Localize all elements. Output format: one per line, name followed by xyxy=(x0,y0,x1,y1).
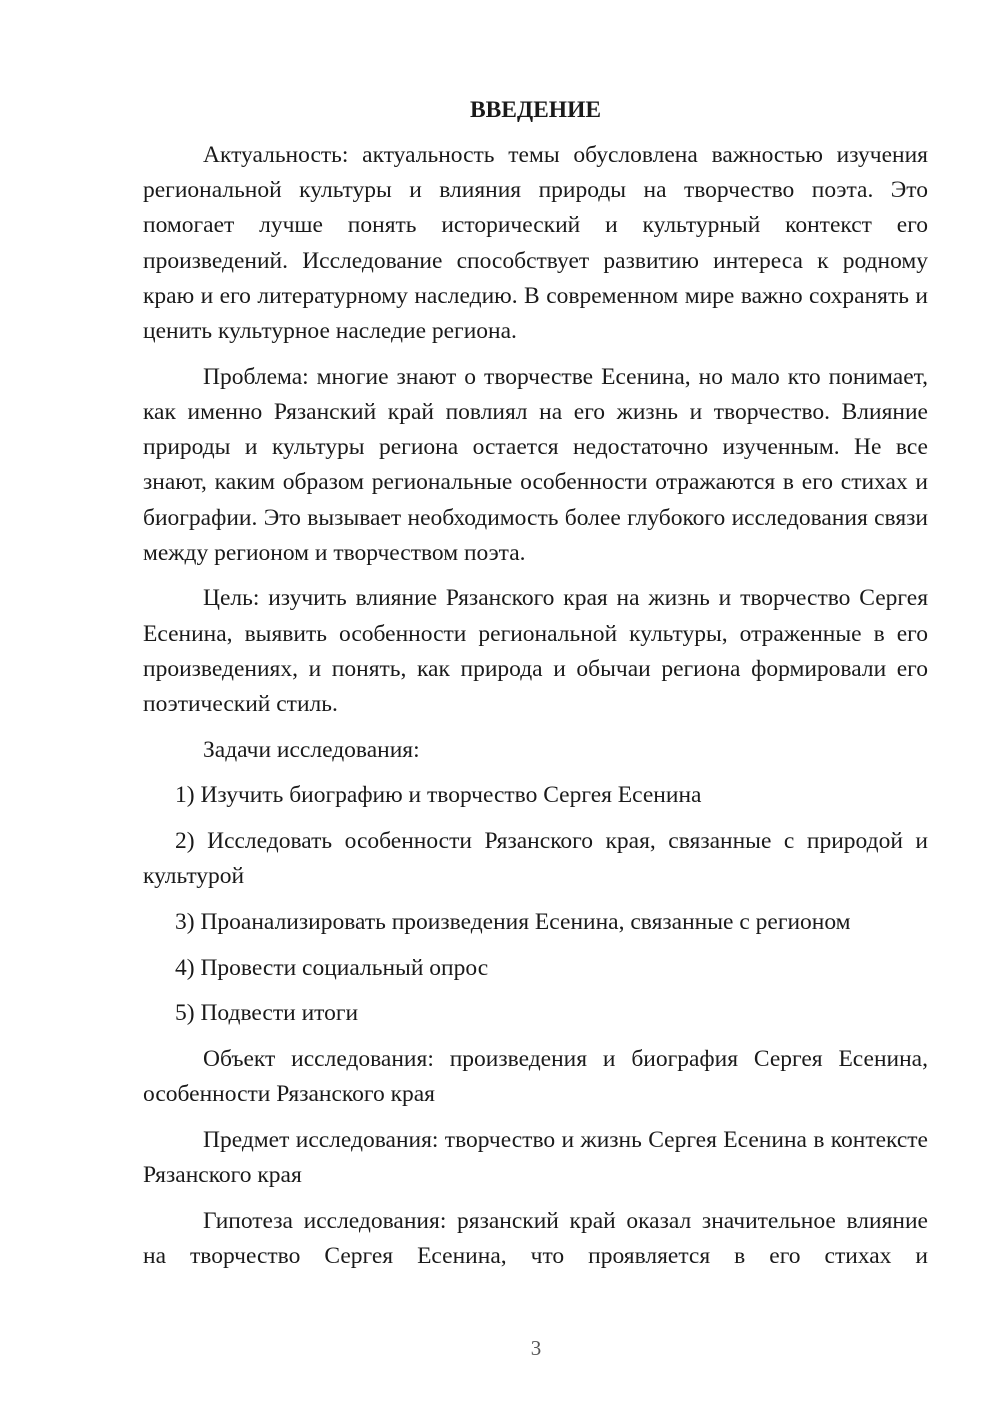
task-item-4: 4) Провести социальный опрос xyxy=(175,954,489,981)
paragraph-problem: Проблема: многие знают о творчестве Есенина, но мало кто понимает, как именно Рязанский край повлиял на его жизнь и творчество. Влияние природы и культуры региона остается недостаточно изученным. Не все знают, каким образом региональные особенности отражаются в его стихах и биографии. Это вызывает необходимость более глубокого исследования связи между регионом и творчеством поэта. xyxy=(143,363,928,566)
task-item-5: 5) Подвести итоги xyxy=(175,1000,359,1027)
section-title: ВВЕДЕНИЕ xyxy=(469,97,602,123)
document-page xyxy=(143,92,928,1285)
paragraph-subject: Предмет исследования: творчество и жизнь Сергея Есенина в контексте Рязанского края xyxy=(143,1127,928,1189)
paragraph-goal: Цель: изучить влияние Рязанского края на жизнь и творчество Сергея Есенина, выявить особенности региональной культуры, отраженные в его произведениях, и понять, как природа и обычаи региона формировали его поэтический стиль. xyxy=(143,585,928,718)
task-item-1: 1) Изучить биографию и творчество Сергея Есенина xyxy=(175,782,702,809)
paragraph-relevance: Актуальность: актуальность темы обусловлена важностью изучения региональной культуры и влияния природы на творчество поэта. Это помогает лучше понять исторический и культурный контекст его произведений. Исследование способствует развитию интереса к родному краю и его литературному наследию. В современном мире важно сохранять и ценить культурное наследие региона. xyxy=(143,142,928,345)
task-item-2: 2) Исследовать особенности Рязанского края, связанные с природой и культурой xyxy=(143,828,928,890)
page-number: 3 xyxy=(530,1336,542,1360)
paragraph-tasks-heading: Задачи исследования: xyxy=(203,736,420,763)
paragraph-hypothesis: Гипотеза исследования: рязанский край оказал значительное влияние на творчество Сергея Есенина, что проявляется в его стихах и xyxy=(143,1207,928,1270)
task-item-3: 3) Проанализировать произведения Есенина, связанные с регионом xyxy=(175,909,851,936)
paragraph-object: Объект исследования: произведения и биография Сергея Есенина, особенности Рязанского края xyxy=(143,1046,928,1108)
